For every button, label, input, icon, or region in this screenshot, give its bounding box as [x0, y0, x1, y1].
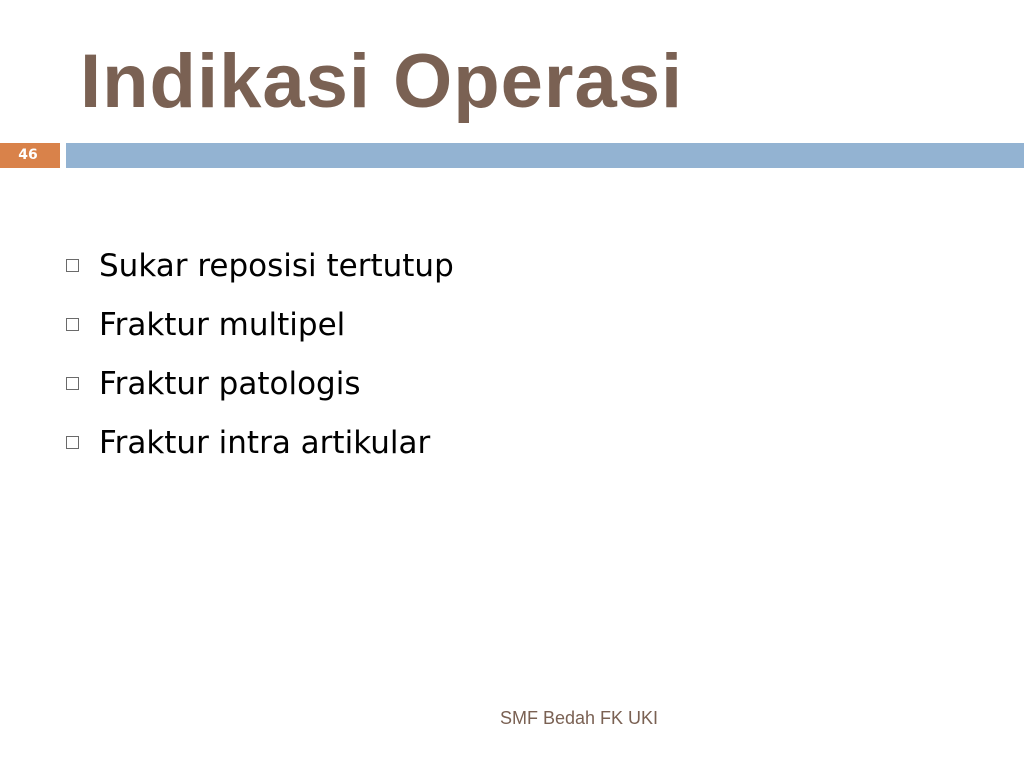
bullet-text: Fraktur multipel	[99, 306, 346, 343]
page-number-badge: 46	[0, 143, 60, 168]
bullet-list	[64, 236, 454, 472]
square-bullet-icon	[66, 377, 79, 390]
slide-footer: SMF Bedah FK UKI	[500, 708, 659, 728]
square-bullet-icon	[66, 259, 79, 272]
square-bullet-icon	[66, 436, 79, 449]
bullet-text: Fraktur patologis	[99, 365, 361, 402]
header-divider-bar	[66, 143, 1024, 168]
square-bullet-icon	[66, 318, 79, 331]
bullet-text: Sukar reposisi tertutup	[99, 247, 454, 284]
bullet-text: Fraktur intra artikular	[99, 424, 431, 461]
list-item	[64, 236, 454, 295]
list-item	[64, 354, 454, 413]
list-item	[64, 413, 454, 472]
slide-title: Indikasi Operasi	[80, 39, 684, 124]
list-item	[64, 295, 454, 354]
